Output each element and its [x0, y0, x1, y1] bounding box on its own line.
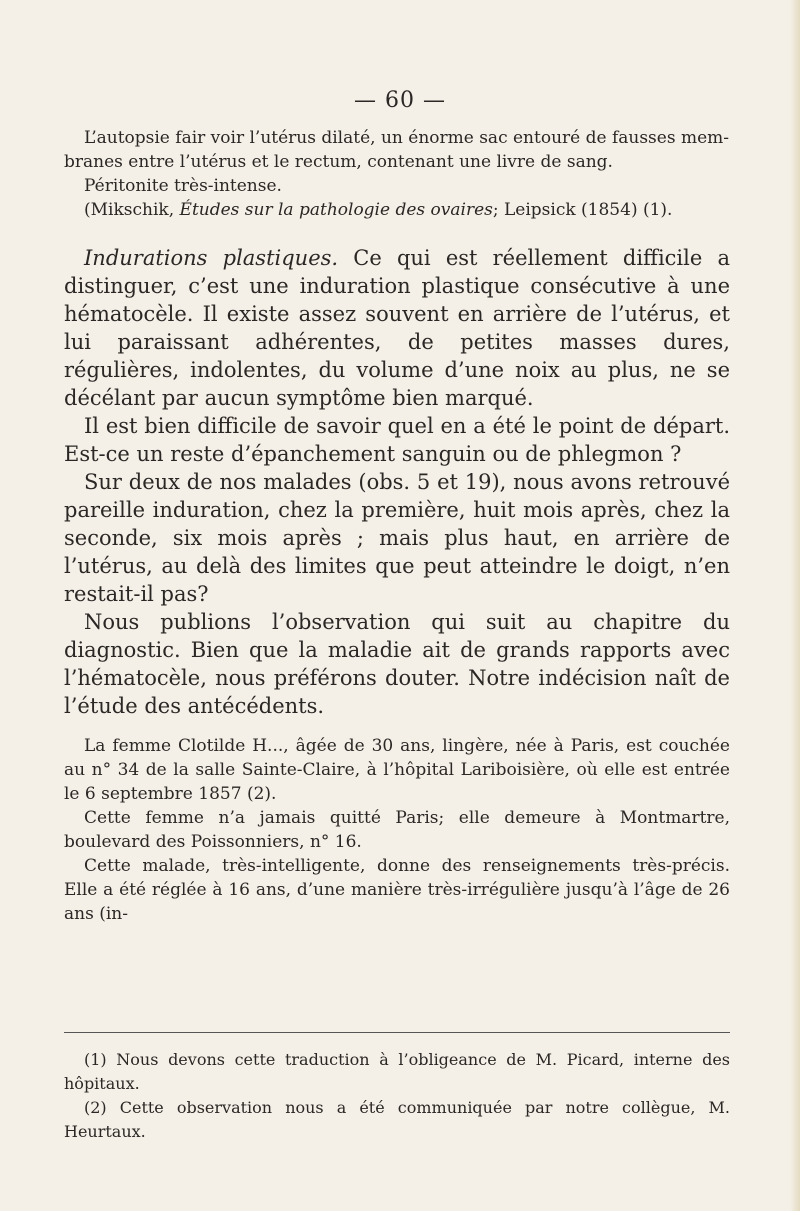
page-edge-stain	[790, 0, 800, 1211]
autopsy-line-1: L’autopsie fair voir l’utérus dilaté, un énorme sac entouré de fausses mem-	[84, 128, 730, 148]
citation-line	[64, 198, 730, 222]
footnote-divider	[64, 1032, 730, 1033]
citation-place: ; Leipsick (1854) (1).	[492, 200, 673, 220]
autopsy-line-3: Péritonite très-intense.	[84, 176, 282, 196]
paragraph-origin: Il est bien difficile de savoir quel en a été le point de départ. Est-ce un reste d’épanchement sanguin ou de phlegmon ?	[64, 414, 730, 466]
observation-residence: Cette femme n’a jamais quitté Paris; elle demeure à Montmartre, boulevard des Poissonniers, n° 16.	[64, 808, 730, 852]
footnotes	[64, 1048, 730, 1144]
paragraph-diagnosis: Nous publions l’observation qui suit au chapitre du diagnostic. Bien que la maladie ait de grands rapports avec l’hématocèle, nous préférons douter. Notre indécision naît de l’étude des antécédents.	[64, 610, 730, 718]
run-in-heading: Indurations plastiques.	[84, 246, 339, 270]
autopsy-line-2: branes entre l’utérus et le rectum, contenant une livre de sang.	[64, 152, 613, 172]
footnote-2: (2) Cette observation nous a été communiquée par notre collègue, M. Heurtaux.	[64, 1098, 730, 1141]
observation-history: Cette malade, très-intelligente, donne des renseignements très-précis. Elle a été réglée à 16 ans, d’une manière très-irrégulière jusqu’à l’âge de 26 ans (in-	[64, 856, 730, 924]
paragraph-indurations	[64, 244, 730, 412]
main-text	[64, 244, 730, 720]
paragraph-indurations-body: Ce qui est réellement difficile a distinguer, c’est une induration plastique consécutive à une hématocèle. Il existe assez souvent en arrière de l’utérus, et lui paraissant adhérentes, de petites masses dures, régulières, indolentes, du volume d’une noix au plus, ne se décélant par aucun symptôme bien marqué.	[64, 246, 730, 410]
autopsy-block	[64, 126, 730, 222]
citation-author: (Mikschik,	[84, 200, 180, 220]
footnote-1: (1) Nous devons cette traduction à l’obligeance de M. Picard, interne des hôpitaux.	[64, 1050, 730, 1093]
citation-title: Études sur la pathologie des ovaires	[179, 200, 493, 220]
observation-patient: La femme Clotilde H..., âgée de 30 ans, lingère, née à Paris, est couchée au n° 34 de la salle Sainte-Claire, à l’hôpital Lariboisière, où elle est entrée le 6 septembre 1857 (2).	[64, 736, 730, 804]
page-number: — 60 —	[354, 88, 446, 113]
observation-block	[64, 734, 730, 926]
paragraph-cases: Sur deux de nos malades (obs. 5 et 19), nous avons retrouvé pareille induration, chez la première, huit mois après, chez la seconde, six mois après ; mais plus haut, en arrière de l’utérus, au delà des limites que peut atteindre le doigt, n’en restait-il pas?	[64, 470, 730, 606]
